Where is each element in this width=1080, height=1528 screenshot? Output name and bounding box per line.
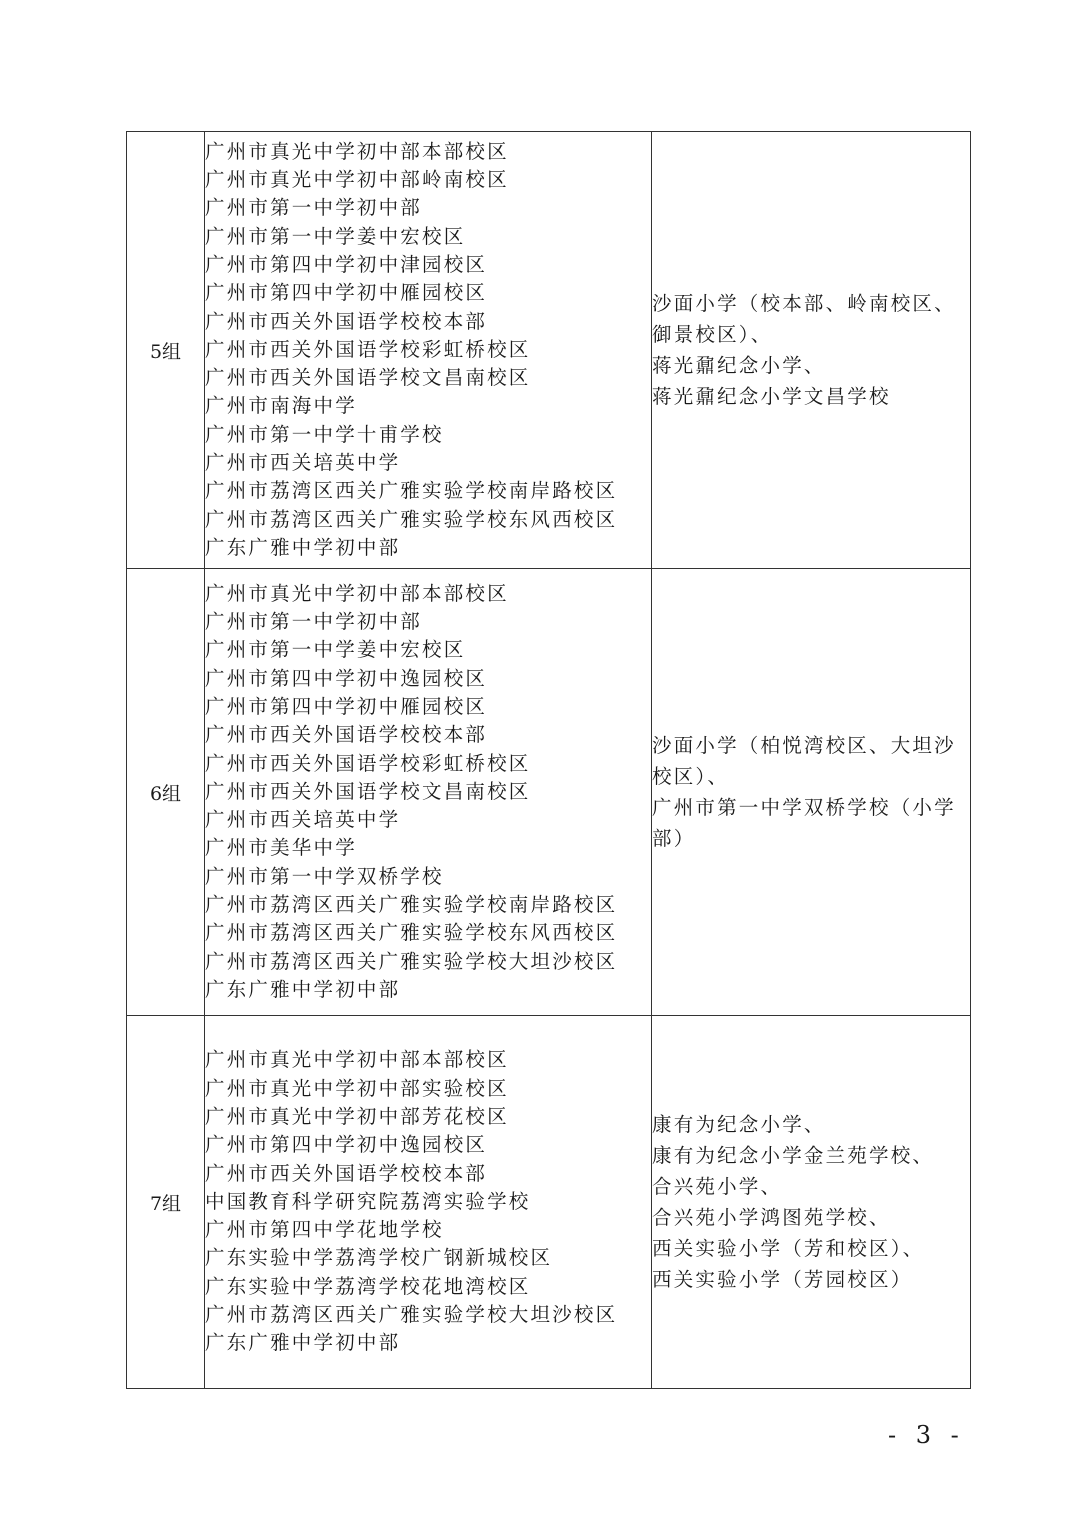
page-number: - 3 - (888, 1421, 965, 1449)
middle-school-item: 广州市第四中学初中逸园校区 (205, 666, 488, 690)
group-label: 7组 (127, 1016, 205, 1389)
primary-school-cell (652, 132, 971, 569)
middle-school-item: 广州市西关外国语学校文昌南校区 (205, 366, 531, 390)
primary-school-line: 合兴苑小学、 (652, 1175, 783, 1198)
primary-school-line: 广州市第一中学双桥学校（小学 (652, 796, 956, 819)
table-row (127, 132, 971, 569)
primary-school-line: 蒋光鼐纪念小学、 (652, 354, 826, 377)
primary-school-line: 西关实验小学（芳和校区）、 (652, 1237, 925, 1260)
middle-school-item: 广州市西关外国语学校彩虹桥校区 (205, 337, 531, 361)
primary-school-cell (652, 569, 971, 1016)
middle-school-item: 广州市西关外国语学校彩虹桥校区 (205, 751, 531, 775)
middle-school-item: 广东广雅中学初中部 (205, 977, 401, 1001)
primary-school-list (652, 288, 970, 412)
middle-school-item: 广东广雅中学初中部 (205, 535, 401, 559)
middle-school-item: 广州市荔湾区西关广雅实验学校东风西校区 (205, 507, 618, 531)
middle-school-item: 广州市第四中学初中津园校区 (205, 252, 488, 276)
middle-school-item: 广州市第一中学初中部 (205, 610, 423, 634)
middle-school-item: 广州市荔湾区西关广雅实验学校大坦沙校区 (205, 949, 618, 973)
middle-school-item: 广州市西关外国语学校校本部 (205, 309, 488, 333)
primary-school-line: 部） (652, 827, 696, 850)
middle-school-list (205, 569, 652, 1016)
middle-school-item: 广州市第一中学初中部 (205, 196, 423, 220)
middle-school-item: 广州市第四中学初中逸园校区 (205, 1133, 488, 1157)
table-row (127, 569, 971, 1016)
primary-school-line: 御景校区）、 (652, 323, 773, 346)
middle-school-item: 广州市真光中学初中部本部校区 (205, 1048, 509, 1072)
middle-school-item: 广州市真光中学初中部芳花校区 (205, 1104, 509, 1128)
middle-school-item: 广州市第一中学双桥学校 (205, 864, 444, 888)
group-label: 6组 (127, 569, 205, 1016)
middle-school-item: 广州市第四中学初中雁园校区 (205, 281, 488, 305)
middle-school-item: 广州市西关培英中学 (205, 451, 401, 475)
middle-school-item: 广东实验中学荔湾学校花地湾校区 (205, 1274, 531, 1298)
middle-school-item: 广州市第四中学初中雁园校区 (205, 694, 488, 718)
primary-school-line: 沙面小学（柏悦湾校区、大坦沙 (652, 734, 956, 757)
primary-school-line: 康有为纪念小学、 (652, 1113, 826, 1136)
middle-school-list (205, 132, 652, 569)
middle-school-item: 广州市真光中学初中部本部校区 (205, 581, 509, 605)
middle-school-item: 中国教育科学研究院荔湾实验学校 (205, 1189, 531, 1213)
middle-school-item: 广州市西关外国语学校校本部 (205, 723, 488, 747)
middle-school-item: 广州市荔湾区西关广雅实验学校东风西校区 (205, 921, 618, 945)
primary-school-line: 校区）、 (652, 765, 730, 788)
group-label: 5组 (127, 132, 205, 569)
middle-school-item: 广州市荔湾区西关广雅实验学校南岸路校区 (205, 893, 618, 917)
middle-school-item: 广州市第一中学十甫学校 (205, 422, 444, 446)
school-group-table (126, 131, 971, 1389)
primary-school-line: 合兴苑小学鸿图苑学校、 (652, 1206, 891, 1229)
table-row (127, 1016, 971, 1389)
middle-school-item: 广州市西关外国语学校校本部 (205, 1161, 488, 1185)
middle-school-item: 广州市第一中学姜中宏校区 (205, 638, 466, 662)
middle-school-item: 广州市西关培英中学 (205, 808, 401, 832)
primary-school-list (652, 730, 970, 854)
primary-school-list (652, 1109, 970, 1295)
middle-school-item: 广东实验中学荔湾学校广钢新城校区 (205, 1246, 553, 1270)
middle-school-item: 广州市真光中学初中部本部校区 (205, 139, 509, 163)
middle-school-list (205, 1016, 652, 1389)
middle-school-item: 广州市真光中学初中部岭南校区 (205, 168, 509, 192)
primary-school-cell (652, 1016, 971, 1389)
middle-school-item: 广州市第四中学花地学校 (205, 1218, 444, 1242)
middle-school-item: 广州市美华中学 (205, 836, 357, 860)
middle-school-item: 广州市荔湾区西关广雅实验学校南岸路校区 (205, 479, 618, 503)
middle-school-item: 广州市荔湾区西关广雅实验学校大坦沙校区 (205, 1303, 618, 1327)
middle-school-item: 广州市真光中学初中部实验校区 (205, 1076, 509, 1100)
middle-school-item: 广东广雅中学初中部 (205, 1331, 401, 1355)
middle-school-item: 广州市南海中学 (205, 394, 357, 418)
primary-school-line: 西关实验小学（芳园校区） (652, 1268, 913, 1291)
middle-school-item: 广州市第一中学姜中宏校区 (205, 224, 466, 248)
primary-school-line: 蒋光鼐纪念小学文昌学校 (652, 385, 891, 408)
middle-school-item: 广州市西关外国语学校文昌南校区 (205, 779, 531, 803)
primary-school-line: 沙面小学（校本部、岭南校区、 (652, 292, 956, 315)
primary-school-line: 康有为纪念小学金兰苑学校、 (652, 1144, 935, 1167)
